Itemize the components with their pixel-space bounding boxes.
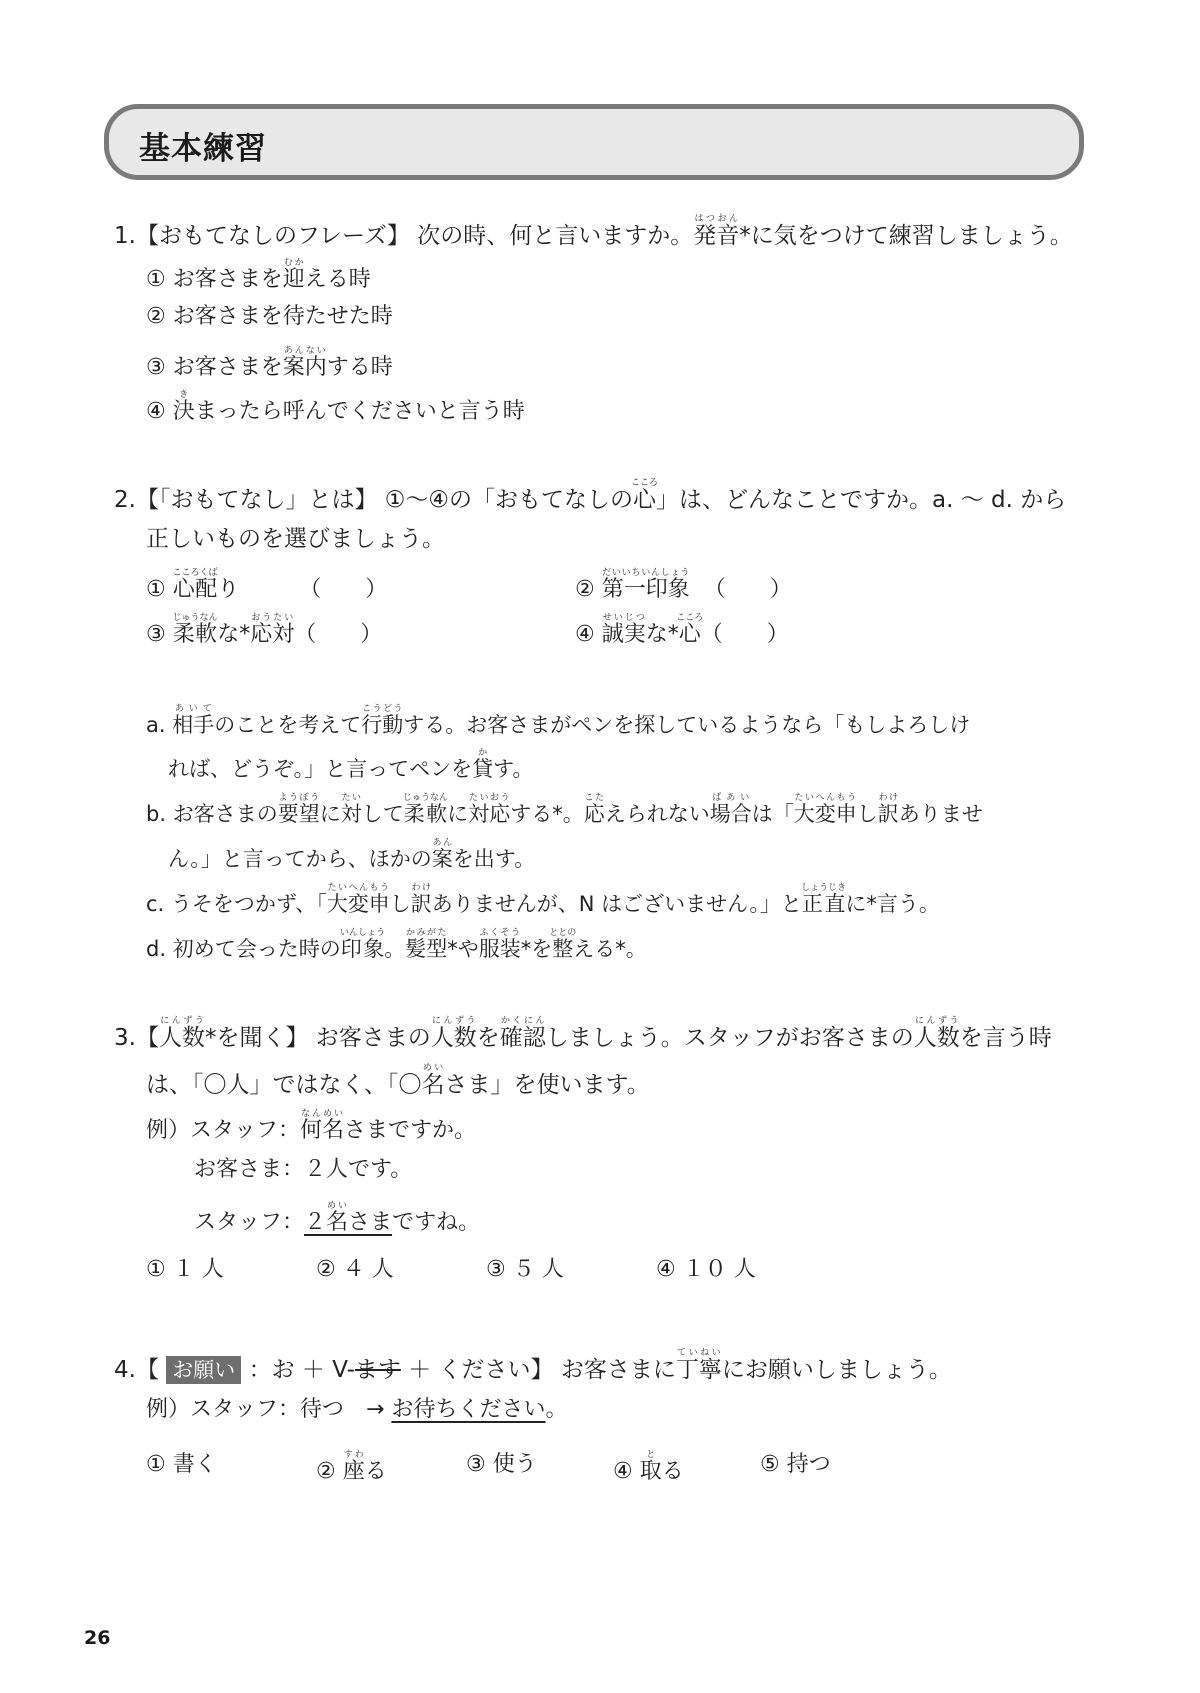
page-title: 基本練習 xyxy=(139,131,267,167)
option-a: a. 相手あいてのことを考えて行動こうどうする。お客さまがペンを探しているようなら「もしよろしけ xyxy=(146,704,971,737)
exercise-item: ④ 取とる xyxy=(613,1450,684,1484)
list-item: ① お客さまを迎むかえる時 xyxy=(146,258,371,292)
question-4-prompt: 4.【 お願い ：お ＋ V-ます ＋ ください】 お客さまに丁寧ていねいにお願いしましょう。 xyxy=(114,1348,952,1383)
question-number: 1. xyxy=(114,223,136,249)
question-3-prompt-cont: は、「〇人」ではなく、「〇名めいさま」を使います。 xyxy=(146,1063,650,1098)
answer-blank[interactable]: （ ） xyxy=(703,577,792,602)
option-b-cont: ん。」と言ってから、ほかの案あんを出す。 xyxy=(168,838,536,871)
list-item: ② お客さまを待たせた時 xyxy=(146,304,393,329)
option-d: d. 初めて会った時の印象いんしょう。髪型かみがた*や服装ふくそう*を整ととのえる*。 xyxy=(146,928,647,961)
choice-item: ③ 柔軟じゅうなんな*応対おうたい（ ） xyxy=(146,613,383,647)
page-number: 26 xyxy=(84,1627,111,1649)
option-b: b. お客さまの要望ようぼうに対たいして柔軟じゅうなんに対応たいおうする*。応こたえられない場合ばあいは「大変申たいへんもうし訳わけありませ xyxy=(146,793,983,826)
exercise-item: ② ４ 人 xyxy=(316,1257,394,1282)
example-line: お客さま：２人です。 xyxy=(194,1157,413,1182)
exercise-item: ① 書く xyxy=(146,1452,217,1477)
answer-blank[interactable]: （ ） xyxy=(299,577,388,602)
request-tag: お願い xyxy=(166,1356,241,1384)
option-a-cont: れば、どうぞ。」と言ってペンを貸かす。 xyxy=(168,748,534,781)
question-3-prompt: 3.【人数にんずう*を聞く】 お客さまの人数にんずうを確認かくにんしましょう。スタッフがお客さまの人数にんずうを言う時 xyxy=(114,1016,1052,1051)
exercise-item: ③ 使う xyxy=(466,1452,537,1477)
exercise-item: ① １ 人 xyxy=(146,1257,224,1282)
choice-item: ④ 誠実せいじつな*心こころ（ ） xyxy=(575,613,789,647)
answer-blank[interactable]: （ ） xyxy=(294,622,383,647)
list-item: ④ 決きまったら呼んでくださいと言う時 xyxy=(146,390,525,424)
ruby-word: 発音はつおん xyxy=(693,214,740,249)
exercise-item: ③ ５ 人 xyxy=(486,1257,564,1282)
answer-blank[interactable]: （ ） xyxy=(700,622,789,647)
question-heading: 【おもてなしのフレーズ】 xyxy=(135,223,410,249)
choice-item: ② 第一印象だいいちいんしょう （ ） xyxy=(575,568,792,602)
example-answer: お待ちください xyxy=(391,1397,546,1422)
question-2-prompt-cont: 正しいものを選びましょう。 xyxy=(146,526,445,552)
example-answer: ２名めいさま xyxy=(304,1201,393,1235)
question-2-prompt: 2.【「おもてなし」とは】 ①～④の「おもてなしの心こころ」は、どんなことですか。a. ～ d. から xyxy=(114,478,1067,513)
option-c: c. うそをつかず、「大変申たいへんもうし訳わけありませんが、N はございません。」と正直しょうじきに*言う。 xyxy=(146,883,940,916)
example-line: 例）スタッフ：待つ → お待ちください。 xyxy=(146,1397,568,1422)
example-line: スタッフ：２名めいさまですね。 xyxy=(194,1201,481,1235)
example-line: 例）スタッフ：何名なんめいさまですか。 xyxy=(146,1109,477,1143)
exercise-item: ④ １０ 人 xyxy=(656,1257,756,1282)
choice-item: ① 心配こころくばり （ ） xyxy=(146,568,388,602)
exercise-item: ⑤ 持つ xyxy=(760,1452,831,1477)
question-1-prompt: 1.【おもてなしのフレーズ】 次の時、何と言いますか。発音はつおん*に気をつけて練習しましょう。 xyxy=(114,214,1073,249)
exercise-item: ② 座すわる xyxy=(316,1450,387,1484)
list-item: ③ お客さまを案内あんないする時 xyxy=(146,346,393,380)
section-header xyxy=(104,104,1084,180)
